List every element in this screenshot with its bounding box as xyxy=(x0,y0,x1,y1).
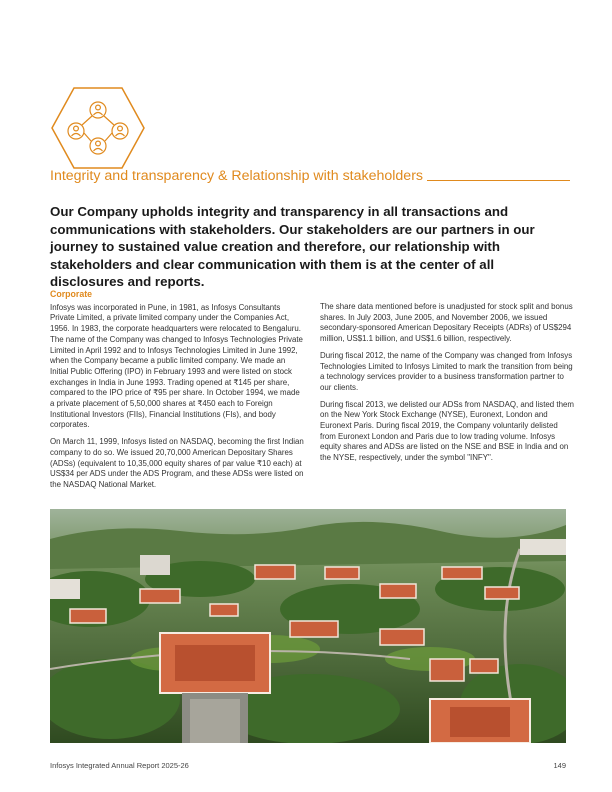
paragraph: During fiscal 2013, we delisted our ADSs from NASDAQ, and listed them on the New York Stock Exchange (NYSE), Euronext, London and Euronext Paris. During fiscal 2019, the Company voluntarily delisted from Euronext London and Paris due to low trading volume. Infosys equity shares and ADSs are listed on the NSE and BSE in India and on the NYSE, respectively, under the symbol "INFY". xyxy=(320,399,574,463)
corporate-heading: Corporate xyxy=(50,289,93,299)
left-column xyxy=(50,289,305,497)
aerial-campus-photo xyxy=(50,509,566,743)
paragraph: Infosys was incorporated in Pune, in 1981, as Infosys Consultants Private Limited, a private limited company under the Companies Act, 1956. In 1983, the corporate headquarters were relocated to Bengaluru. The name of the Company was changed to Infosys Technologies Private Limited in April 1992 and to Infosys Technologies Limited in June 1992, when the Company became a public limited company. We made an Initial Public Offering (IPO) in February 1993 and were listed on stock exchanges in India in June 1993. Trading opened at ₹145 per share, compared to the IPO price of ₹95 per share. In October 1994, we made a private placement of 5,50,000 shares at ₹450 each to Foreign Institutional Investors (FIIs), Financial Institutions (FIs), and body corporates. xyxy=(50,302,303,430)
title-rule xyxy=(427,180,570,181)
footer-report-title: Infosys Integrated Annual Report 2025-26 xyxy=(50,761,189,770)
right-column xyxy=(320,302,575,470)
footer-page-number: 149 xyxy=(553,761,566,770)
paragraph: During fiscal 2012, the name of the Company was changed from Infosys Technologies Limited to Infosys Limited to mark the transition from being a technology services provider to a business transformation partner to our clients. xyxy=(320,350,573,392)
lead-paragraph: Our Company upholds integrity and transparency in all transactions and communications with stakeholders. Our stakeholders are our partners in our journey to sustained value creation and therefore, our relationship with stakeholders and clear communication with them is at the center of all disclosures and reports. xyxy=(50,204,535,289)
paragraph: The share data mentioned before is unadjusted for stock split and bonus shares. In July 2003, June 2005, and November 2006, we issued secondary-sponsored American Depositary Receipts (ADRs) of US$294 million, US$1.1 billion, and US$1.6 billion, respectively. xyxy=(320,302,573,344)
section-title xyxy=(50,168,570,184)
stakeholders-hexagon-icon xyxy=(50,86,146,170)
paragraph: On March 11, 1999, Infosys listed on NASDAQ, becoming the first Indian company to do so. We issued 20,70,000 American Depositary Shares (ADSs) (equivalent to 10,35,000 equity shares of par value ₹10 each) at US$34 per ADS under the ADS Program, and these ADSs were listed on the NASDAQ National Market. xyxy=(50,437,304,489)
section-title-text: Integrity and transparency & Relationship with stakeholders xyxy=(50,168,424,184)
